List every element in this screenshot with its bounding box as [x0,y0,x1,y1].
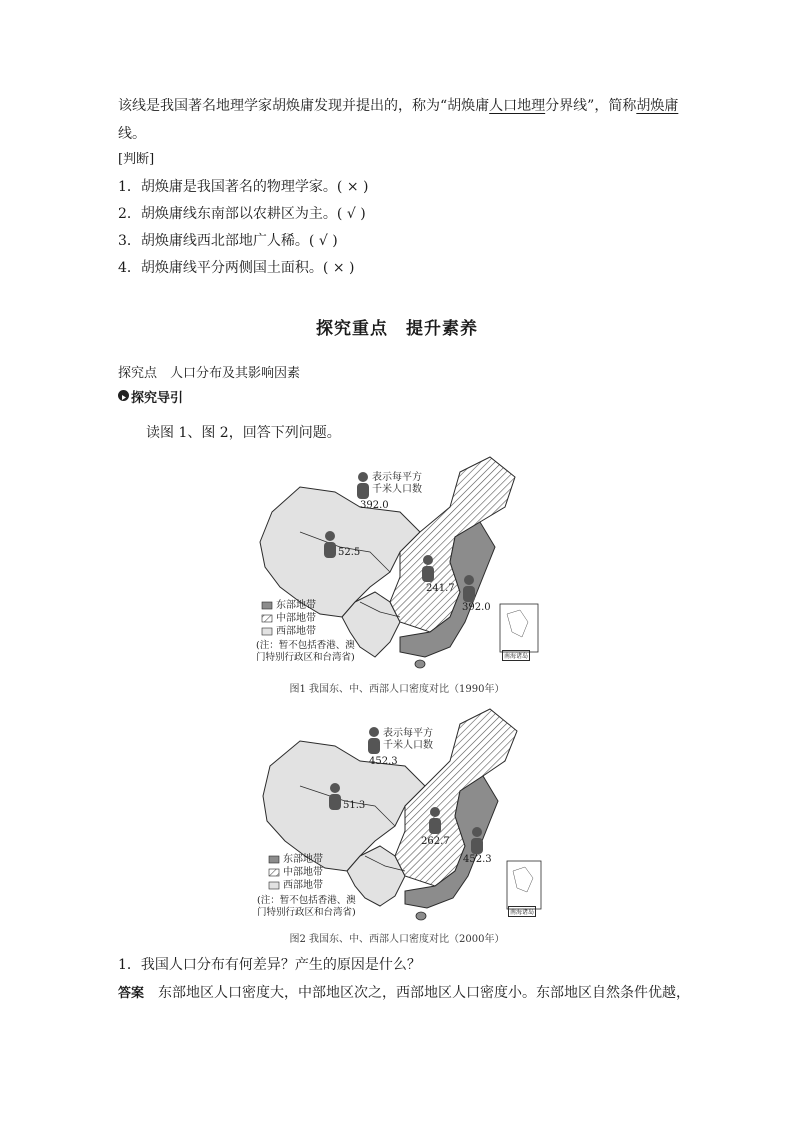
figure-1-caption: 图1 我国东、中、西部人口密度对比（1990年） [289,684,505,695]
north-value: 452.3 [369,756,398,767]
underlined-term-1: 人口地理 [489,98,546,114]
judge-item: 3．胡焕庸线西北部地广人稀。( √ ) [118,233,338,249]
figure-2-caption: 图2 我国东、中、西部人口密度对比（2000年） [289,934,505,945]
person-icon-west [324,531,336,558]
guide-label: 探究导引 [131,391,184,406]
person-icon-north [357,472,369,499]
intro-line-1 [118,96,678,116]
inset-label: 南海诸岛 [502,650,530,661]
north-value: 392.0 [360,500,389,511]
central-value: 241.7 [426,583,455,594]
legend-label: 表示每平方 千米人口数 [372,472,422,495]
person-icon-east [463,575,475,602]
east-value: 392.0 [462,602,491,613]
answer-line [118,983,690,1004]
underlined-term-2: 胡焕庸 [636,98,679,114]
inset-label: 南海诸岛 [508,906,536,917]
population-density-map-2000 [255,706,555,932]
judge-item: 1．胡焕庸是我国著名的物理学家。( × ) [118,179,369,195]
guide-heading [118,389,183,409]
question-1: 1．我国人口分布有何差异？产生的原因是什么？ [118,957,421,973]
intro-text-b: 分界线”，简称 [545,98,637,114]
person-icon-central [429,807,441,834]
person-icon-east [471,827,483,854]
instruction: 读图 1、图 2，回答下列问题。 [146,425,341,441]
inquiry-point: 探究点 人口分布及其影响因素 [118,366,301,381]
map-key: 东部地带 中部地带 西部地带 [276,600,316,637]
answer-text: 东部地区人口密度大，中部地区次之，西部地区人口密度小。东部地区自然条件优越， [158,985,691,1001]
person-icon-north [368,727,380,754]
intro-line-2: 线。 [118,126,146,142]
map-key: 东部地带 中部地带 西部地带 [283,854,323,891]
central-value: 262.7 [421,836,450,847]
judge-item: 2．胡焕庸线东南部以农耕区为主。( √ ) [118,206,366,222]
answer-label: 答案 [118,986,145,1001]
map-note: (注：暂不包括香港、澳 门特别行政区和台湾省) [257,895,356,918]
intro-text-a: 该线是我国著名地理学家胡焕庸发现并提出的，称为“胡焕庸 [118,98,490,114]
person-icon-west [329,783,341,810]
legend-label: 表示每平方 千米人口数 [383,728,433,751]
person-icon-central [422,555,434,582]
play-circle-icon [118,390,129,401]
west-value: 52.5 [338,547,361,558]
judge-heading: [判断] [118,152,155,167]
judge-item: 4．胡焕庸线平分两侧国土面积。( × ) [118,260,355,276]
west-value: 51.3 [343,800,366,811]
population-density-map-1990 [250,452,550,682]
east-value: 452.3 [463,854,492,865]
map-note: (注：暂不包括香港、澳 门特别行政区和台湾省) [256,640,355,663]
section-title: 探究重点 提升素养 [316,319,478,339]
